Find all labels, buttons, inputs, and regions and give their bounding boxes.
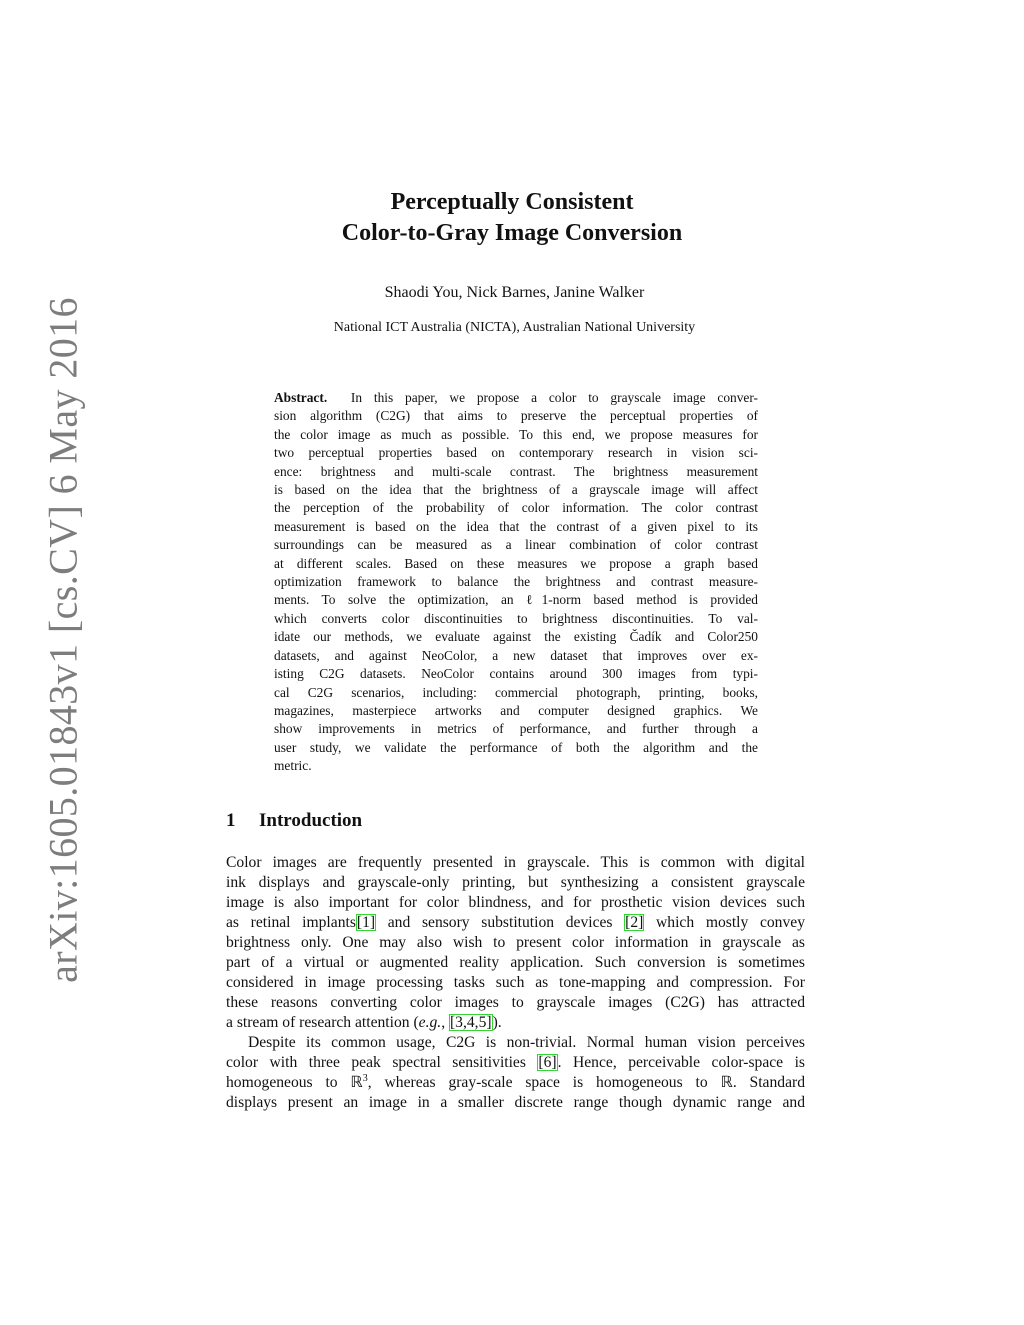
body-line <box>226 913 805 933</box>
body-line: image is also important for color blindness, and for prosthetic vision devices such <box>226 894 805 911</box>
abstract-line: idate our methods, we evaluate against the existing Čadík and Color250 <box>274 629 758 645</box>
body-text-run: , whereas gray-scale space is homogeneous to ℝ. Standard <box>367 1074 805 1091</box>
title-line-1: Perceptually Consistent <box>390 189 634 215</box>
body-line <box>226 1053 805 1073</box>
abstract-line: the color image as much as possible. To this end, we propose measures for <box>274 426 758 442</box>
abstract-line: the perception of the probability of color information. The color contrast <box>274 500 758 516</box>
abstract <box>274 389 758 776</box>
title-line-2: Color-to-Gray Image Conversion <box>341 220 683 246</box>
abstract-line: optimization framework to balance the brightness and contrast measure- <box>274 574 758 590</box>
abstract-line: surroundings can be measured as a linear combination of color contrast <box>274 537 758 553</box>
abstract-line: metric. <box>274 758 312 774</box>
body-line: part of a virtual or augmented reality application. Such conversion is sometimes <box>226 954 805 971</box>
body-text-run: a stream of research attention ( <box>226 1014 419 1031</box>
affiliation: National ICT Australia (NICTA), Australian National University <box>333 320 696 335</box>
abstract-line: two perceptual properties based on contemporary research in vision sci- <box>274 445 758 461</box>
authors: Shaodi You, Nick Barnes, Janine Walker <box>384 284 645 301</box>
body-text-run: as retinal implants <box>226 914 356 931</box>
citation-link[interactable]: [3,4,5] <box>449 1014 492 1031</box>
abstract-line: datasets, and against NeoColor, a new dataset that improves over ex- <box>274 647 758 663</box>
body-text-run: , <box>441 1014 449 1031</box>
arxiv-stamp: arXiv:1605.01843v1 [cs.CV] 6 May 2016 <box>40 297 86 983</box>
section-heading <box>226 810 362 832</box>
paper-title <box>0 187 1024 249</box>
body-line: Color images are frequently presented in grayscale. This is common with digital <box>226 854 805 871</box>
abstract-line: at different scales. Based on these measures we propose a graph based <box>274 555 758 571</box>
body-line <box>226 1013 805 1033</box>
section-number: 1 <box>226 810 236 831</box>
body-line: brightness only. One may also wish to present color information in grayscale as <box>226 934 805 951</box>
abstract-line: cal C2G scenarios, including: commercial photograph, printing, books, <box>274 684 758 700</box>
body-line <box>226 1073 805 1093</box>
abstract-line: which converts color discontinuities to brightness discontinuities. To val- <box>274 610 758 626</box>
abstract-line: ence: brightness and multi-scale contrast. The brightness measurement <box>274 463 758 479</box>
body-line: ink displays and grayscale-only printing, but synthesizing a consistent grayscale <box>226 874 805 891</box>
body-text-run: color with three peak spectral sensitivities <box>226 1054 538 1071</box>
body-text <box>226 853 805 1113</box>
abstract-line: is based on the idea that the brightness of a grayscale image will affect <box>274 482 758 498</box>
abstract-line: isting C2G datasets. NeoColor contains around 300 images from typi- <box>274 666 758 682</box>
abstract-line: sion algorithm (C2G) that aims to preserve the perceptual properties of <box>274 408 758 424</box>
abstract-label: Abstract. <box>274 390 328 405</box>
abstract-line: user study, we validate the performance of both the algorithm and the <box>274 739 758 755</box>
abstract-text: In this paper, we propose a color to grayscale image conver- <box>350 390 758 405</box>
body-line: Despite its common usage, C2G is non-trivial. Normal human vision perceives <box>248 1034 805 1051</box>
body-line: displays present an image in a smaller discrete range though dynamic range and <box>226 1094 805 1111</box>
citation-link[interactable]: [1] <box>356 914 376 931</box>
abstract-line: show improvements in metrics of performance, and further through a <box>274 721 758 737</box>
section-title: Introduction <box>259 810 363 831</box>
citation-link[interactable]: [6] <box>538 1054 557 1071</box>
body-text-run: and sensory substitution devices <box>376 914 625 931</box>
abstract-line <box>274 389 758 407</box>
body-text-run: which mostly convey <box>644 914 805 931</box>
body-text-run: homogeneous to ℝ <box>226 1074 363 1091</box>
abstract-line: ments. To solve the optimization, an ℓ1-norm based method is provided <box>274 592 758 608</box>
body-text-run: ). <box>492 1014 502 1031</box>
superscript: 3 <box>362 1072 368 1084</box>
abstract-line: measurement is based on the idea that the contrast of a given pixel to its <box>274 518 758 534</box>
abstract-line: magazines, masterpiece artworks and computer designed graphics. We <box>274 702 758 718</box>
body-line: considered in image processing tasks such as tone-mapping and compression. For <box>226 974 805 991</box>
citation-link[interactable]: [2] <box>625 914 644 931</box>
body-text-run: e.g. <box>418 1014 442 1031</box>
body-text-run: . Hence, perceivable color-space is <box>557 1054 805 1071</box>
body-line: these reasons converting color images to grayscale images (C2G) has attracted <box>226 994 805 1011</box>
